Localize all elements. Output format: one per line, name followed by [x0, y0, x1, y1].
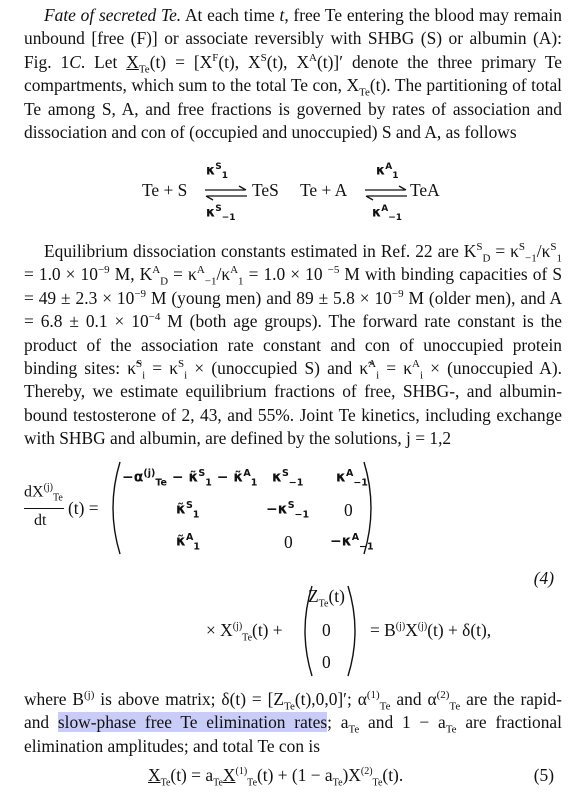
fraction-bar	[24, 508, 64, 509]
paragraph-fate-of-secreted-te: Fate of secreted Te. At each time t, free Te entering the blood may remain unbound [free (F)] or associate reversibly with SHBG (S) or albumin (A): Fig. 1C. Let $X_{Te}(t) = [X^F(t)$, $X^S(t)$, $X^A(t)]'$ denote the three primary Te compartments, which sum to the total Te con, $X_{Te}(t)$. The partitioning of total Te among S, A, and free fractions is governed by rates of association and dissociation and con of (occupied and unoccupied) S and A, as follows	[24, 5, 563, 143]
paragraph-where-b: where $B^{(j)}$ is above matrix; $\delta(t) = [Z_{Te}(t),0,0]'$; $\alpha^{(1)}_{Te}$ and $\alpha^{(2)}_{Te}$ are the rapid- and slow-phase free Te elimination rates; $a_{Te}$ and $1 - a_{Te}$ are fractional elimination amplitudes; and total Te con is	[24, 689, 562, 756]
reaction-left-s: Te + S	[142, 180, 188, 200]
vector-zero-2: 0	[322, 652, 331, 672]
equation-number-4: (4)	[533, 568, 554, 588]
rhs-term: = $B^{(j)}X^{(j)}(t) + \delta(t)$,	[370, 620, 492, 640]
matrix-cell-23: 0	[344, 500, 353, 520]
kappa-reverse-s: $\kappa^S_{-1}$	[206, 204, 236, 223]
right-paren-icon	[344, 584, 364, 678]
kappa-forward-s: $\kappa^S_1$	[206, 162, 228, 181]
kappa-forward-a: $\kappa^A_1$	[376, 162, 399, 181]
matrix-cell-21: κ̃$^S_1$	[176, 500, 200, 521]
reversible-arrow-icon	[203, 184, 249, 202]
vector-zero-1: 0	[322, 620, 331, 640]
matrix-cell-12: $\kappa^S_{-1}$	[272, 468, 304, 489]
section-lead: Fate of secreted Te.	[44, 5, 182, 25]
matrix-cell-32: 0	[284, 532, 293, 552]
matrix-cell-33: $-\kappa^A_{-1}$	[330, 532, 374, 553]
equation-4	[0, 460, 576, 680]
reversible-arrow-icon	[363, 184, 409, 202]
equation-number-5: (5)	[533, 765, 554, 785]
matrix-cell-31: κ̃$^A_1$	[176, 532, 200, 553]
vector-z: $Z_{Te}(t)$	[308, 586, 345, 610]
highlighted-text[interactable]: slow-phase free Te elimination rates	[57, 712, 328, 733]
left-paren-icon	[104, 460, 124, 556]
lhs-numerator: $dX^{(j)}_{Te}$	[24, 482, 63, 504]
matrix-cell-11: $-\alpha^{(j)}_{Te}$ − κ̃$^S_1$ − κ̃$^A_1$	[122, 468, 258, 489]
binding-reaction-scheme	[0, 162, 576, 232]
lhs-denominator: dt	[34, 512, 47, 529]
reaction-left-a: Te + A	[300, 180, 348, 200]
paragraph-equilibrium-constants: Equilibrium dissociation constants estimated in Ref. 22 are $K^S_D = \kappa^S_{-1}/\kappa^S_1 = 1.0 \times 10^{-9}$ M, $K^A_D = \kappa^A_{-1}/\kappa^A_1 = 1.0 \times 10$ $^{-5}$ M with binding capacities of $S = 49 \pm 2.3 \times 10^{-9}$ M (young men) and $89 \pm 5.8 \times 10^{-9}$ M (older men), and $A = 6.8 \pm 0.1 \times 10^{-4}$ M (both age groups). The forward rate constant is the product of the association rate constant and con of unoccupied protein binding sites: κ̃$^S_i$ = $\kappa^S_i$ × (unoccupied S) and κ̃$^A_i$ = $\kappa^A_i$ × (unoccupied A). Thereby, we estimate equilibrium fractions of free, SHBG-, and albumin-bound testosterone of 2, 43, and 55%. Joint Te kinetics, including exchange with SHBG and albumin, are defined by the solutions, j = 1,2	[24, 241, 562, 449]
equation-5-body: $X_{Te}(t) = a_{Te}X^{(1)}_{Te}(t) + (1 - a_{Te})X^{(2)}_{Te}(t)$.	[148, 765, 404, 789]
lhs-t: (t) =	[68, 498, 99, 518]
matrix-cell-13: $\kappa^A_{-1}$	[336, 468, 368, 489]
matrix-cell-22: $-\kappa^S_{-1}$	[266, 500, 310, 521]
times-x-term: × $X^{(j)}_{Te}(t)$ +	[206, 620, 283, 644]
reaction-right-a: TeA	[410, 180, 440, 200]
kappa-reverse-a: $\kappa^A_{-1}$	[372, 204, 403, 223]
reaction-right-s: TeS	[252, 180, 279, 200]
